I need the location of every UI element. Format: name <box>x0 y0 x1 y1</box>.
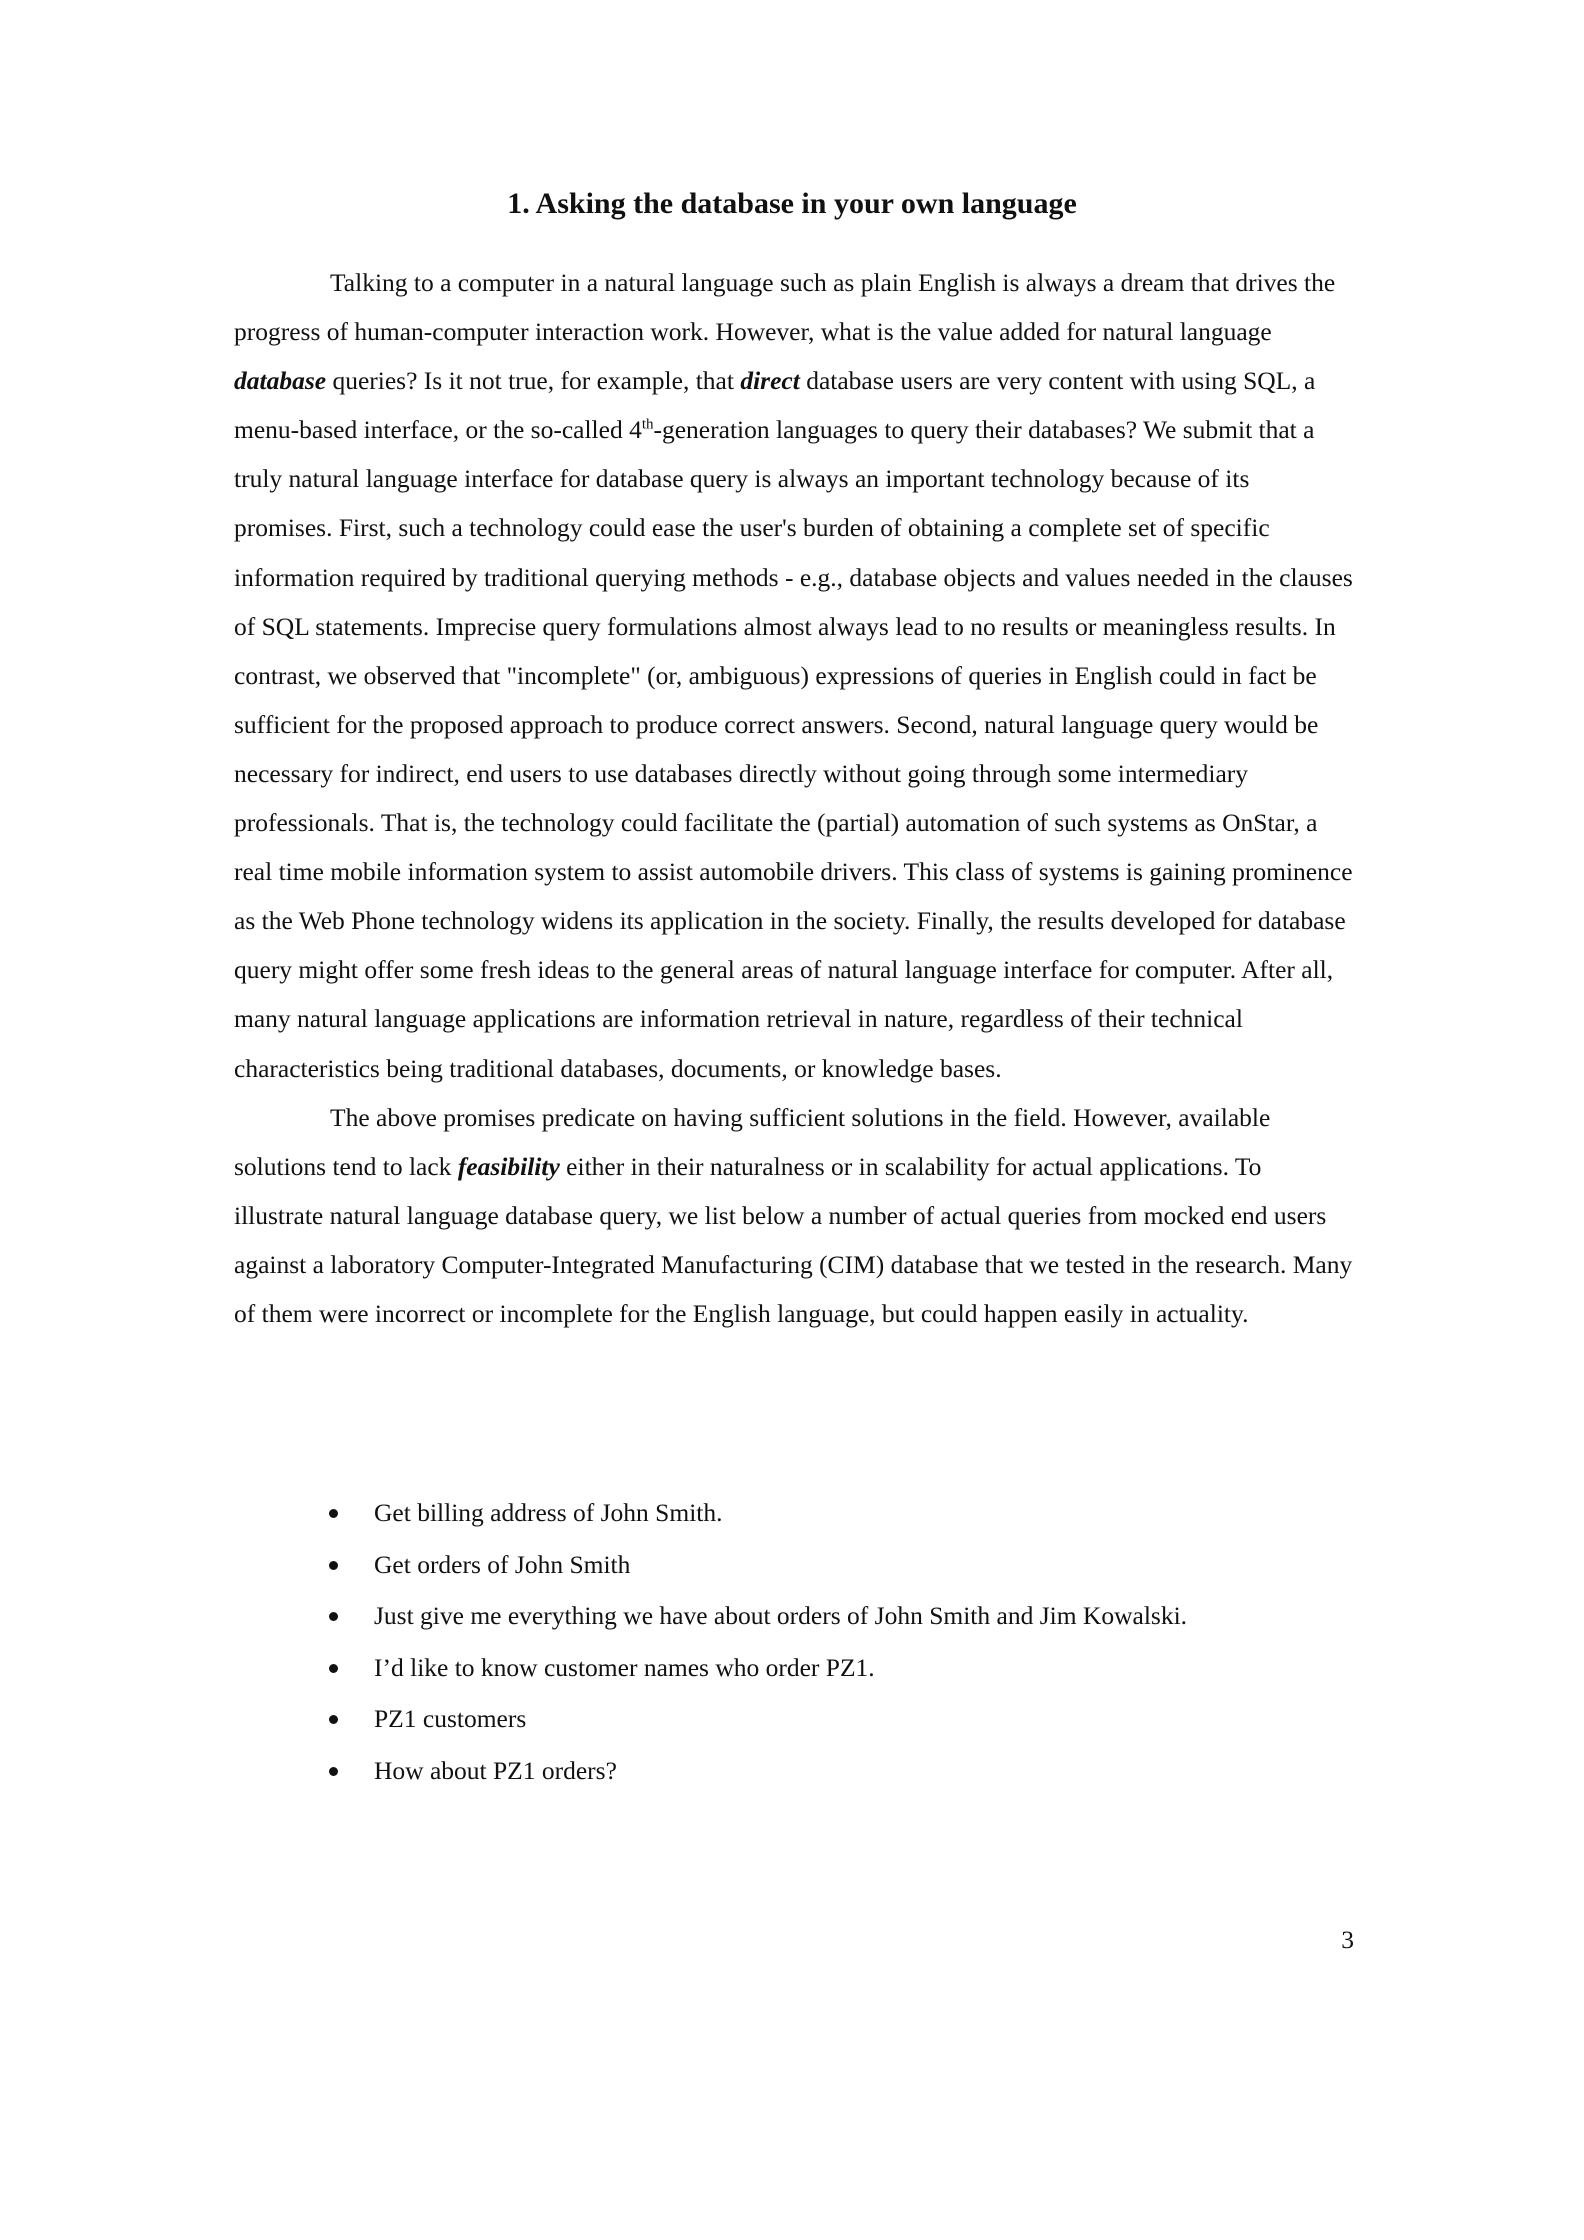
bullet-icon <box>329 1561 338 1570</box>
paragraph-2-text-2: either in their naturalness or in scalability for actual applications. To illustrate natural language database query, we list below a number of actual queries from mocked end users against a laboratory Computer-Integrated Manufacturing (CIM) database that we tested in the research. Many of them were incorrect or incomplete for the English language, but could happen easily in actuality. <box>234 1151 1353 1328</box>
list-item-text: Just give me everything we have about orders of John Smith and Jim Kowalski. <box>374 1601 1188 1630</box>
section-heading: 1. Asking the database in your own language <box>507 187 1077 220</box>
list-item <box>326 1539 1356 1591</box>
bullet-icon <box>329 1715 338 1724</box>
bullet-icon <box>329 1767 338 1776</box>
list-item <box>326 1590 1356 1642</box>
ordinal-superscript: th <box>641 416 654 433</box>
paragraph-1-text-1: Talking to a computer in a natural language such as plain English is always a dream that drives the progress of human-computer interaction work. However, what is the value added for natural language <box>234 268 1336 347</box>
emphasis-feasibility: feasibility <box>457 1151 560 1181</box>
emphasis-direct: direct <box>740 366 800 396</box>
bullet-icon <box>329 1509 338 1518</box>
paragraph-1-text-3: database users are very content with using SQL, a menu-based interface, or the so-called 4 <box>234 366 1316 445</box>
list-item-text: Get billing address of John Smith. <box>374 1498 723 1527</box>
list-item-text: Get orders of John Smith <box>374 1549 631 1579</box>
example-query-list <box>326 1487 1356 1796</box>
bullet-icon <box>329 1664 338 1673</box>
paragraph-2 <box>234 1093 1354 1338</box>
list-item <box>326 1693 1356 1745</box>
list-item <box>326 1487 1356 1539</box>
body-text <box>234 258 1354 1338</box>
list-item <box>326 1642 1356 1694</box>
paragraph-1 <box>234 258 1354 1093</box>
list-item-text: PZ1 customers <box>374 1704 527 1733</box>
list-item-text: How about PZ1 orders? <box>374 1755 617 1785</box>
paragraph-1-text-4: -generation languages to query their databases? We submit that a truly natural language interface for database query is always an important technology because of its promises. First, such a technology could ease the user's burden of obtaining a complete set of specific information required by traditional querying methods - e.g., database objects and values needed in the clauses of SQL statements. Imprecise query formulations almost always lead to no results or meaningless results. In contrast, we observed that "incomplete" (or, ambiguous) expressions of queries in English could in fact be sufficient for the proposed approach to produce correct answers. Second, natural language query would be necessary for indirect, end users to use databases directly without going through some intermediary professionals. That is, the technology could facilitate the (partial) automation of such systems as OnStar, a real time mobile information system to assist automobile drivers. This class of systems is gaining prominence as the Web Phone technology widens its application in the society. Finally, the results developed for database query might offer some fresh ideas to the general areas of natural language interface for computer. After all, many natural language applications are information retrieval in nature, regardless of their technical characteristics being traditional databases, documents, or knowledge bases. <box>234 415 1353 1083</box>
paragraph-1-text-2: queries? Is it not true, for example, that <box>326 366 741 396</box>
emphasis-database: database <box>234 366 327 396</box>
bullet-icon <box>329 1612 338 1621</box>
list-item <box>326 1745 1356 1797</box>
paragraph-2-text-1: The above promises predicate on having sufficient solutions in the field. However, available solutions tend to lack <box>234 1102 1271 1181</box>
list-item-text: I’d like to know customer names who order PZ1. <box>374 1652 875 1682</box>
page-number: 3 <box>1341 1925 1354 1954</box>
